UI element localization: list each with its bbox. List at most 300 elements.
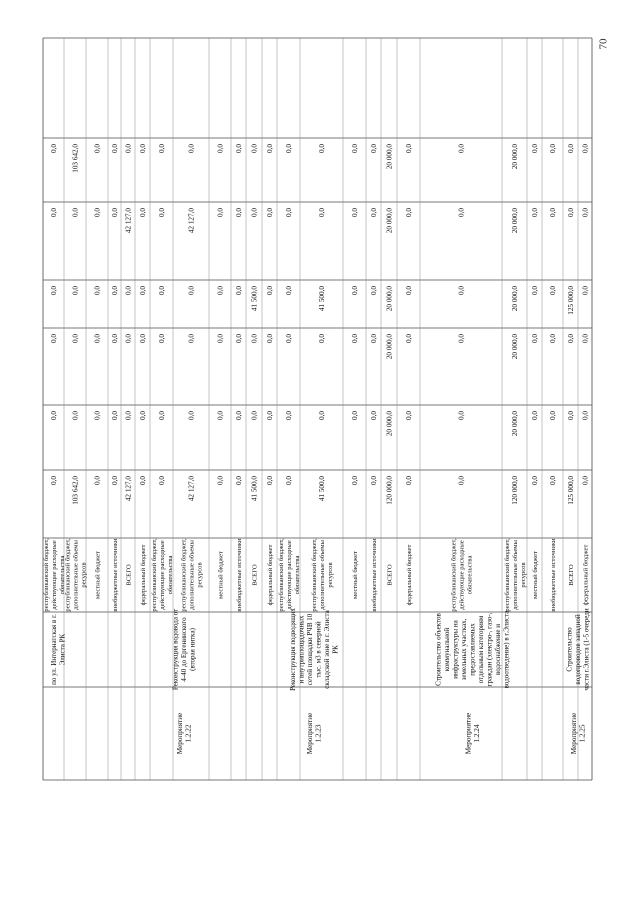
value-cell: [405, 144, 413, 153]
value-cell-line: 0,0: [139, 476, 148, 485]
funding-source-line: местный бюджет: [94, 551, 102, 599]
value-cell: [351, 144, 359, 153]
measure-description-line: отдельным категориям: [477, 615, 486, 684]
value-cell: [111, 334, 119, 343]
value-cell-line: 0,0: [285, 144, 294, 153]
value-cell: [158, 476, 166, 485]
value-cell: [72, 286, 80, 295]
value-cell-line: 0,0: [405, 286, 414, 295]
value-cell-line: 20 000,0: [385, 144, 394, 170]
funding-source: [236, 538, 243, 612]
funding-source-line: действующие расходные: [50, 540, 58, 610]
value-cell: [72, 208, 80, 217]
value-cell: [511, 476, 519, 505]
value-cell: [285, 286, 293, 295]
value-cell: [511, 411, 519, 437]
value-cell: [266, 334, 274, 343]
value-cell-line: 0,0: [139, 286, 148, 295]
value-cell: [111, 476, 119, 485]
value-cell-line: 0,0: [266, 144, 275, 153]
value-cell: [251, 286, 259, 312]
value-cell: [188, 411, 196, 420]
value-cell-line: 0,0: [318, 144, 327, 153]
value-cell: [266, 476, 274, 485]
value-cell-line: 0,0: [235, 476, 244, 485]
value-cell: [125, 411, 133, 420]
value-cell-line: 0,0: [187, 286, 196, 295]
value-cell: [111, 411, 119, 420]
measure-id: [176, 713, 193, 754]
measure-description: [435, 610, 511, 689]
measure-description-line: Реконструкция водовода от: [171, 608, 180, 691]
value-cell: [370, 411, 378, 420]
value-cell-line: 42 127,0: [124, 208, 133, 234]
value-cell-line: 0,0: [266, 476, 275, 485]
value-cell-line: 0,0: [111, 208, 120, 217]
value-cell: [125, 286, 133, 295]
value-cell: [50, 476, 58, 485]
value-cell: [235, 286, 243, 295]
value-cell-line: 0,0: [93, 334, 102, 343]
funding-source-line: внебюджетные источники: [549, 538, 557, 612]
value-cell: [111, 208, 119, 217]
measure-id-line: Мероприятие: [569, 712, 578, 755]
funding-source-line: республиканский бюджет,: [180, 538, 188, 612]
value-cell-line: 0,0: [187, 334, 196, 343]
funding-source: [450, 538, 473, 612]
value-cell-line: 0,0: [581, 286, 590, 295]
measure-description-line: инфраструктуры на: [451, 620, 460, 679]
funding-source-line: республиканский бюджет,: [310, 538, 318, 612]
measure-description: [289, 608, 340, 691]
value-cell-line: 0,0: [370, 476, 379, 485]
value-cell-line: 0,0: [405, 334, 414, 343]
value-cell: [531, 286, 539, 295]
value-cell: [50, 334, 58, 343]
value-cell-line: 0,0: [187, 144, 196, 153]
value-cell: [251, 476, 259, 502]
funding-source-line: ВСЕГО: [125, 564, 133, 586]
value-cell-line: 0,0: [93, 208, 102, 217]
value-cell-line: 0,0: [405, 476, 414, 485]
measure-description-line: складской зоне в г. Элиста: [322, 610, 331, 689]
value-cell-line: 0,0: [567, 208, 576, 217]
value-cell: [549, 208, 557, 217]
value-cell: [50, 208, 58, 217]
value-cell-line: 0,0: [235, 286, 244, 295]
value-cell-line: 103 642,0: [71, 144, 80, 173]
measure-description-line: водопроводов западной: [574, 614, 583, 685]
value-cell-line: 0,0: [531, 334, 540, 343]
measure-id: [306, 713, 323, 754]
measure-description-line: части г.Элиста (1-5 очереди: [582, 608, 591, 691]
value-cell: [94, 334, 102, 343]
value-cell-line: 0,0: [351, 476, 360, 485]
value-cell-line: 120 000,0: [511, 476, 520, 505]
funding-source-line: внебюджетные источники: [111, 538, 119, 612]
funding-source: [217, 551, 224, 599]
funding-source-line: республиканский бюджет,: [277, 538, 285, 612]
funding-source-line: действующие расходные: [158, 540, 166, 610]
value-cell: [318, 286, 326, 312]
value-cell-line: 0,0: [351, 334, 360, 343]
value-cell-line: 0,0: [531, 208, 540, 217]
funding-source: [504, 538, 527, 612]
value-cell: [549, 144, 557, 153]
value-cell-line: 0,0: [581, 411, 590, 420]
value-cell-line: 20 000,0: [511, 286, 520, 312]
value-cell-line: 0,0: [567, 411, 576, 420]
value-cell-line: 0,0: [216, 334, 225, 343]
value-cell-line: 42 127,0: [187, 208, 196, 234]
value-cell-line: 0,0: [71, 411, 80, 420]
funding-source: [386, 564, 393, 585]
value-cell: [125, 208, 133, 234]
funding-source: [532, 551, 539, 599]
value-cell-line: 0,0: [457, 334, 466, 343]
funding-source-line: федеральный бюджет: [139, 544, 147, 606]
value-cell: [188, 208, 196, 234]
measure-description-line: коммунальной: [443, 627, 452, 672]
value-cell: [94, 208, 102, 217]
value-cell: [458, 476, 466, 485]
value-cell-line: 0,0: [250, 144, 259, 153]
value-cell: [386, 334, 394, 360]
value-cell: [531, 476, 539, 485]
value-cell-line: 0,0: [216, 208, 225, 217]
funding-source-line: ВСЕГО: [567, 564, 575, 586]
value-cell-line: 0,0: [50, 208, 59, 217]
value-cell-line: 0,0: [111, 476, 120, 485]
funding-source-line: внебюджетные источники: [235, 538, 243, 612]
funding-source-line: республиканский бюджет,: [42, 538, 50, 612]
value-cell: [370, 144, 378, 153]
value-cell: [318, 411, 326, 420]
funding-source-line: федеральный бюджет: [405, 544, 413, 606]
value-cell-line: 0,0: [71, 334, 80, 343]
value-cell-line: 0,0: [531, 144, 540, 153]
value-cell: [318, 144, 326, 153]
value-cell: [217, 208, 225, 217]
value-cell-line: 0,0: [285, 286, 294, 295]
measure-description-line: граждан (электро-, газо-,: [485, 612, 494, 687]
value-cell: [94, 286, 102, 295]
funding-source-line: дополнительные объемы: [188, 540, 196, 610]
funding-source-line: ресурсов: [80, 562, 88, 588]
value-cell-line: 0,0: [235, 208, 244, 217]
measure-description-line: водоснабжение и: [494, 623, 503, 676]
funding-source: [352, 551, 359, 599]
value-cell: [567, 334, 575, 343]
value-cell-line: 0,0: [111, 286, 120, 295]
funding-source-line: действующие расходные: [458, 540, 466, 610]
funding-source: [64, 538, 87, 612]
value-cell: [405, 411, 413, 420]
value-cell-line: 0,0: [71, 286, 80, 295]
value-cell: [235, 411, 243, 420]
value-cell-line: 0,0: [216, 144, 225, 153]
value-cell-line: 103 642,0: [71, 476, 80, 505]
value-cell-line: 0,0: [139, 208, 148, 217]
value-cell: [72, 476, 80, 505]
value-cell-line: 0,0: [139, 334, 148, 343]
funding-source-line: республиканский бюджет,: [503, 538, 511, 612]
funding-source: [550, 538, 557, 612]
value-cell-line: 0,0: [351, 411, 360, 420]
funding-source-line: обязательства: [294, 555, 302, 595]
value-cell: [386, 286, 394, 312]
funding-source-line: действующие расходные: [285, 540, 293, 610]
value-cell: [158, 208, 166, 217]
value-cell-line: 0,0: [266, 286, 275, 295]
value-cell-line: 0,0: [216, 286, 225, 295]
value-cell: [386, 144, 394, 170]
value-cell: [567, 286, 575, 315]
value-cell-line: 0,0: [370, 286, 379, 295]
value-cell: [370, 208, 378, 217]
value-cell: [188, 144, 196, 153]
value-cell-line: 0,0: [158, 411, 167, 420]
value-cell: [217, 286, 225, 295]
value-cell: [318, 334, 326, 343]
value-cell: [266, 286, 274, 295]
measure-description-line: земельных участках,: [460, 618, 469, 681]
funding-source-line: обязательства: [466, 555, 474, 595]
value-cell: [549, 334, 557, 343]
funding-source: [43, 538, 66, 612]
value-cell: [549, 411, 557, 420]
value-cell-line: 0,0: [266, 411, 275, 420]
value-cell: [188, 334, 196, 343]
value-cell: [567, 144, 575, 153]
value-cell-line: 0,0: [581, 334, 590, 343]
funding-source-line: ресурсов: [196, 562, 204, 588]
value-cell: [251, 334, 259, 343]
value-cell-line: 0,0: [50, 411, 59, 420]
value-cell: [188, 476, 196, 502]
value-cell: [511, 208, 519, 234]
funding-source-line: местный бюджет: [351, 551, 359, 599]
value-cell-line: 0,0: [235, 411, 244, 420]
value-cell-line: 0,0: [457, 144, 466, 153]
funding-source: [278, 538, 301, 612]
value-cell-line: 125 000,0: [567, 286, 576, 315]
value-cell: [386, 208, 394, 234]
funding-source-line: обязательства: [167, 555, 175, 595]
value-cell-line: 0,0: [581, 476, 590, 485]
value-cell-line: 0,0: [285, 476, 294, 485]
value-cell-line: 0,0: [93, 144, 102, 153]
value-cell-line: 0,0: [457, 286, 466, 295]
value-cell: [351, 286, 359, 295]
value-cell: [139, 334, 147, 343]
value-cell-line: 0,0: [318, 208, 327, 217]
funding-source-line: местный бюджет: [531, 551, 539, 599]
measure-id-line: 1.2.24: [472, 724, 481, 743]
value-cell: [567, 411, 575, 420]
value-cell: [217, 334, 225, 343]
value-cell-line: 0,0: [567, 144, 576, 153]
value-cell-line: 0,0: [549, 334, 558, 343]
funding-source: [371, 538, 378, 612]
value-cell-line: 0,0: [50, 144, 59, 153]
value-cell: [386, 476, 394, 505]
measure-id-line: Мероприятие: [305, 712, 314, 755]
value-cell-line: 0,0: [216, 411, 225, 420]
measure-description-line: предоставляемых: [468, 623, 477, 676]
value-cell: [266, 144, 274, 153]
value-cell-line: 0,0: [549, 286, 558, 295]
measure-id-line: 1.2.25: [578, 724, 587, 743]
value-cell-line: 0,0: [266, 208, 275, 217]
value-cell-line: 0,0: [370, 208, 379, 217]
value-cell: [582, 334, 590, 343]
funding-source: [151, 538, 174, 612]
measure-description-line: и внутриплощадочных: [297, 615, 306, 684]
value-cell: [405, 476, 413, 485]
funding-source: [251, 564, 258, 585]
value-cell-line: 0,0: [549, 208, 558, 217]
value-cell: [285, 144, 293, 153]
value-cell: [139, 144, 147, 153]
funding-source: [406, 545, 413, 606]
value-cell: [567, 208, 575, 217]
value-cell: [549, 286, 557, 295]
funding-source-line: обязательства: [59, 555, 67, 595]
value-cell-line: 0,0: [93, 286, 102, 295]
value-cell-line: 41 500,0: [318, 286, 327, 312]
value-cell-line: 0,0: [111, 411, 120, 420]
value-cell-line: 0,0: [266, 334, 275, 343]
value-cell: [582, 208, 590, 217]
value-cell: [158, 334, 166, 343]
value-cell-line: 0,0: [285, 208, 294, 217]
value-cell-line: 0,0: [158, 476, 167, 485]
value-cell-line: 20 000,0: [385, 411, 394, 437]
value-cell-line: 0,0: [531, 286, 540, 295]
value-cell-line: 0,0: [457, 476, 466, 485]
measure-description-line: по ул. Интернатская в г.: [49, 614, 58, 685]
value-cell-line: 0,0: [93, 411, 102, 420]
funding-source: [112, 538, 119, 612]
value-cell: [582, 411, 590, 420]
value-cell-line: 0,0: [235, 144, 244, 153]
value-cell-line: 0,0: [187, 411, 196, 420]
value-cell: [511, 286, 519, 312]
value-cell-line: 0,0: [351, 286, 360, 295]
measure-description-line: Строительство: [565, 627, 574, 672]
funding-source-line: ВСЕГО: [251, 564, 259, 586]
value-cell: [531, 208, 539, 217]
value-cell-line: 0,0: [250, 208, 259, 217]
measure-description-line: Строительство объектов: [434, 613, 443, 686]
funding-source-line: ресурсов: [520, 562, 528, 588]
measure-id-line: 1.2.23: [314, 724, 323, 743]
value-cell: [458, 334, 466, 343]
value-cell-line: 0,0: [216, 476, 225, 485]
value-cell: [217, 144, 225, 153]
value-cell: [235, 144, 243, 153]
funding-source-line: республиканский бюджет,: [64, 538, 72, 612]
measure-id-line: 1.2.22: [184, 724, 193, 743]
value-cell-line: 20 000,0: [511, 334, 520, 360]
value-cell: [370, 286, 378, 295]
funding-source-line: местный бюджет: [217, 551, 225, 599]
table-text: [43, 144, 591, 755]
value-cell-line: 0,0: [581, 144, 590, 153]
value-cell: [318, 208, 326, 217]
measure-description-line: Реконструкция подводящих: [288, 608, 297, 691]
value-cell: [94, 411, 102, 420]
measure-id: [464, 713, 481, 754]
value-cell: [351, 334, 359, 343]
funding-source: [582, 545, 589, 606]
value-cell-line: 0,0: [124, 144, 133, 153]
value-cell: [405, 208, 413, 217]
value-cell-line: 0,0: [124, 286, 133, 295]
value-cell: [582, 286, 590, 295]
value-cell: [94, 144, 102, 153]
value-cell: [458, 208, 466, 217]
value-cell: [125, 334, 133, 343]
value-cell-line: 0,0: [139, 411, 148, 420]
value-cell-line: 0,0: [158, 286, 167, 295]
funding-source: [568, 564, 575, 585]
value-cell: [351, 411, 359, 420]
measure-description-line: Элиста РК: [58, 633, 67, 666]
value-cell: [217, 411, 225, 420]
value-cell-line: 41 500,0: [250, 286, 259, 312]
value-cell-line: 41 500,0: [250, 476, 259, 502]
value-cell: [139, 411, 147, 420]
value-cell: [531, 334, 539, 343]
value-cell-line: 0,0: [285, 334, 294, 343]
value-cell: [235, 334, 243, 343]
measure-description: [566, 608, 591, 690]
value-cell-line: 0,0: [50, 334, 59, 343]
value-cell: [235, 208, 243, 217]
measure-description-line: тыс. м3 в северной: [314, 621, 323, 678]
funding-source-line: ресурсов: [327, 562, 335, 588]
value-cell-line: 0,0: [250, 411, 259, 420]
measure-description-line: РК: [331, 645, 340, 654]
value-cell: [285, 411, 293, 420]
value-cell: [405, 334, 413, 343]
value-cell-line: 0,0: [370, 411, 379, 420]
value-cell: [531, 144, 539, 153]
funding-source-line: дополнительные объемы: [511, 540, 519, 610]
value-cell: [582, 476, 590, 485]
value-cell: [158, 286, 166, 295]
value-cell-line: 0,0: [158, 334, 167, 343]
value-cell: [217, 476, 225, 485]
value-cell: [266, 411, 274, 420]
value-cell: [111, 286, 119, 295]
value-cell: [285, 334, 293, 343]
funding-source: [267, 545, 274, 606]
funding-source-line: федеральный бюджет: [266, 544, 274, 606]
measure-description-line: сетей площадки РЧВ 10: [305, 613, 314, 686]
funding-source: [180, 538, 203, 612]
value-cell: [370, 476, 378, 485]
value-cell-line: 0,0: [370, 144, 379, 153]
value-cell-line: 42 127,0: [124, 476, 133, 502]
value-cell: [318, 476, 326, 502]
measure-description-line: (вторая нитка): [188, 628, 197, 671]
value-cell-line: 0,0: [405, 144, 414, 153]
value-cell: [125, 144, 133, 153]
value-cell: [251, 208, 259, 217]
